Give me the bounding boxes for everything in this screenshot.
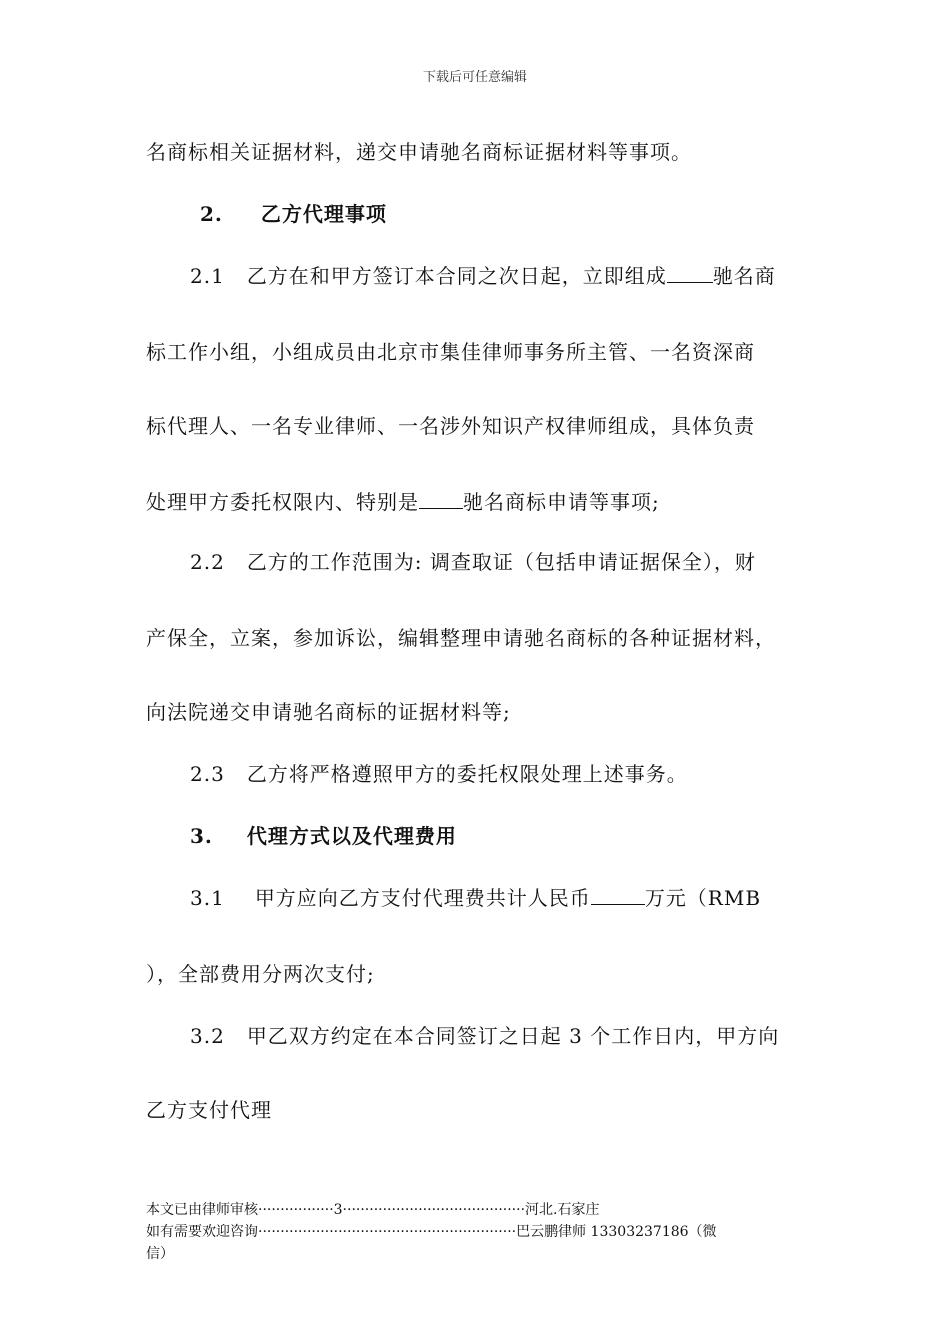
fill-blank [419, 490, 463, 509]
text: 标工作小组，小组成员由北京市集佳律师事务所主管、一名资深商 [146, 340, 755, 364]
paragraph-line [146, 338, 826, 366]
footer-line-2: 如有需要欢迎咨询··························································巴云鹏律师 13303237186（微 [146, 1224, 717, 1240]
section-title: 代理方式以及代理费用 [246, 824, 457, 848]
text: 驰名商标申请等事项; [463, 490, 660, 514]
footer-line-1: 本文已由律师审核·················3·········································河北.石家庄 [146, 1202, 600, 1218]
paragraph-line [146, 1096, 826, 1124]
clause-number: 3.2 [190, 1024, 225, 1048]
section-number: 3. [190, 824, 213, 848]
text: 标代理人、一名专业律师、一名涉外知识产权律师组成，具体负责 [146, 414, 755, 438]
section-number: 2. [200, 202, 223, 226]
fill-blank [591, 886, 645, 905]
paragraph-line [146, 624, 826, 652]
clause-3-2 [190, 1022, 870, 1050]
text: ），全部费用分两次支付; [146, 962, 375, 986]
text: 甲方应向乙方支付代理费共计人民币 [254, 886, 591, 910]
section-heading-2 [200, 200, 880, 228]
text: 乙方在和甲方签订本合同之次日起，立即组成 [246, 264, 667, 288]
text: 甲乙双方约定在本合同签订之日起 3 个工作日内，甲方向 [246, 1024, 780, 1048]
clause-3-1 [190, 884, 870, 912]
clause-2-3 [190, 760, 870, 788]
paragraph-line [146, 698, 826, 726]
text: 驰名商 [712, 264, 776, 288]
section-heading-3 [190, 822, 870, 850]
text: 名商标相关证据材料，递交申请驰名商标证据材料等事项。 [146, 140, 692, 164]
clause-2-2 [190, 548, 870, 576]
text: 乙方将严格遵照甲方的委托权限处理上述事务。 [246, 762, 688, 786]
text: 处理甲方委托权限内、特别是 [146, 490, 419, 514]
text: 产保全，立案，参加诉讼，编辑整理申请驰名商标的各种证据材料， [146, 626, 776, 650]
text: 乙方支付代理 [146, 1098, 272, 1122]
fill-blank [667, 264, 713, 283]
clause-number: 3.1 [190, 886, 225, 910]
footer-line-3: 信） [146, 1246, 174, 1262]
clause-2-1 [190, 262, 870, 290]
clause-number: 2.2 [190, 550, 225, 574]
clause-number: 2.1 [190, 264, 225, 288]
paragraph-line [146, 488, 826, 516]
paragraph-line [146, 960, 826, 988]
section-title: 乙方代理事项 [260, 202, 387, 226]
text: 万元（RMB [644, 886, 762, 910]
clause-number: 2.3 [190, 762, 225, 786]
text: 乙方的工作范围为: 调查取证（包括申请证据保全），财 [246, 550, 756, 574]
paragraph-line [146, 412, 826, 440]
paragraph-line [146, 138, 826, 166]
text: 向法院递交申请驰名商标的证据材料等; [146, 700, 511, 724]
page-header-note: 下载后可任意编辑 [422, 70, 527, 85]
